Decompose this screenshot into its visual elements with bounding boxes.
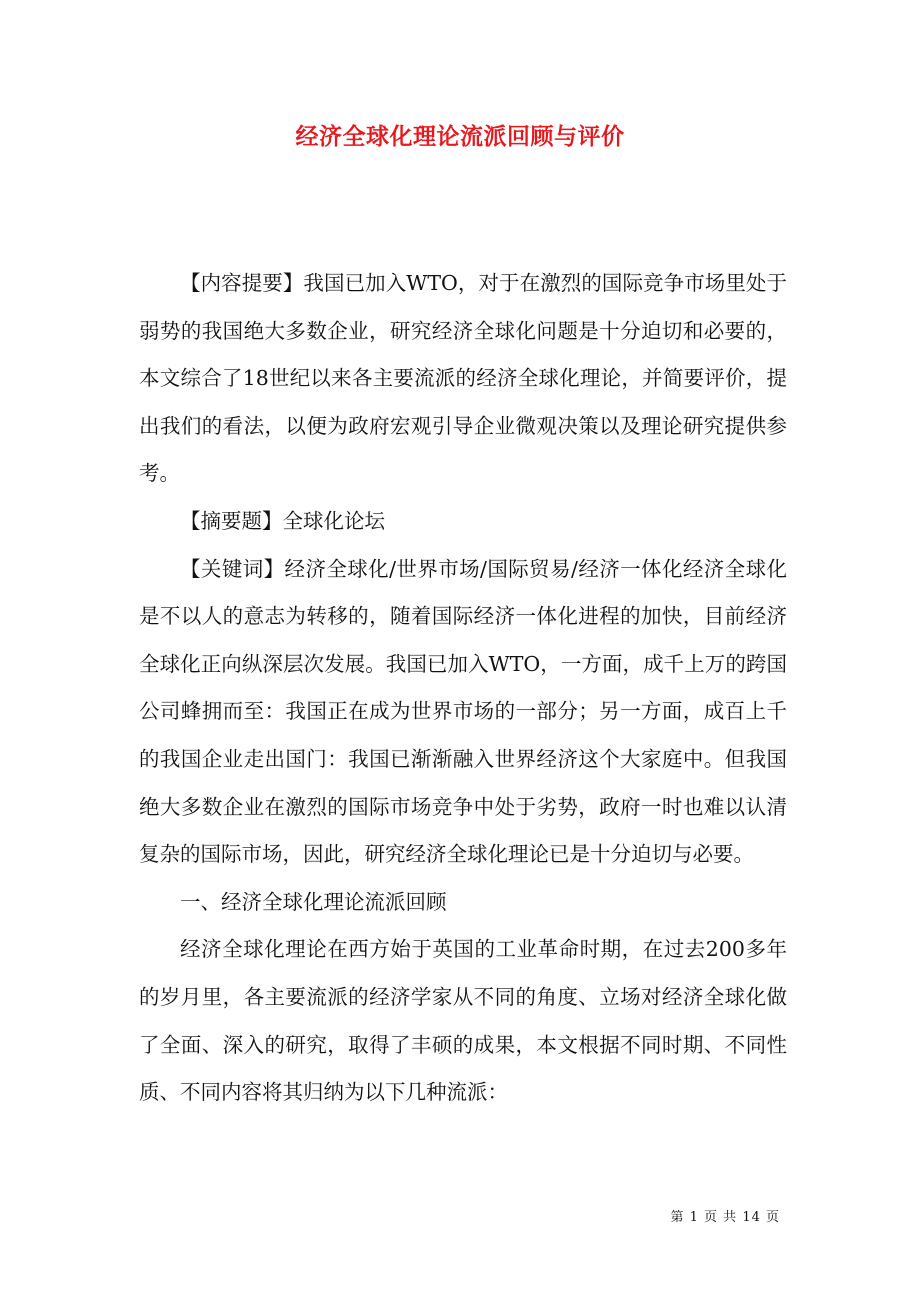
document-body <box>139 260 787 1117</box>
keywords-paragraph: 【关键词】经济全球化/世界市场/国际贸易/经济一体化经济全球化是不以人的意志为转移的，随着国际经济一体化进程的加快，目前经济全球化正向纵深层次发展。我国已加入WTO，一方面，成千上万的跨国公司蜂拥而至：我国正在成为世界市场的一部分；另一方面，成百上千的我国企业走出国门：我国已渐渐融入世界经济这个大家庭中。但我国绝大多数企业在激烈的国际市场竞争中处于劣势，政府一时也难以认清复杂的国际市场，因此，研究经济全球化理论已是十分迫切与必要。 <box>139 556 787 867</box>
abstract-paragraph: 【内容提要】我国已加入WTO，对于在激烈的国际竞争市场里处于弱势的我国绝大多数企业，研究经济全球化问题是十分迫切和必要的，本文综合了18世纪以来各主要流派的经济全球化理论，并简要评价，提出我们的看法，以便为政府宏观引导企业微观决策以及理论研究提供参考。 <box>139 271 787 486</box>
section-heading: 一、经济全球化理论流派回顾 <box>180 889 447 914</box>
subject-paragraph: 【摘要题】全球化论坛 <box>180 508 385 533</box>
body-paragraph: 经济全球化理论在西方始于英国的工业革命时期，在过去200多年的岁月里，各主要流派的经济学家从不同的角度、立场对经济全球化做了全面、深入的研究，取得了丰硕的成果，本文根据不同时期、不同性质、不同内容将其归纳为以下几种流派： <box>139 937 787 1105</box>
document-title: 经济全球化理论流派回顾与评价 <box>295 123 625 150</box>
page-number: 第 1 页 共 14 页 <box>670 1210 780 1225</box>
